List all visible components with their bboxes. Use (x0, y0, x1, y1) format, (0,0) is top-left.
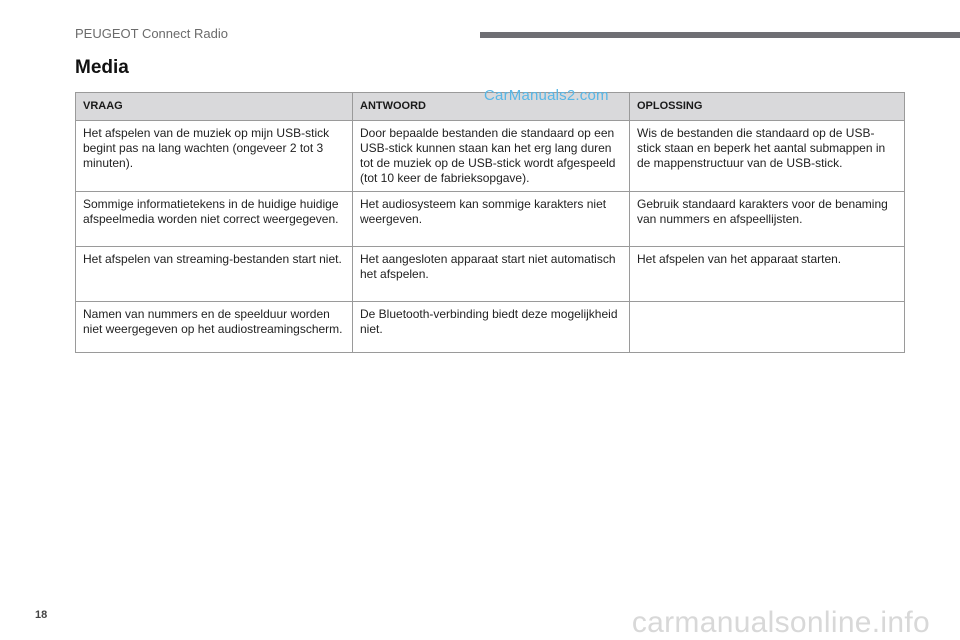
question-cell: Sommige informatietekens in de huidige huidige afspeelmedia worden niet correct weergegeven. (76, 192, 353, 247)
question-cell: Namen van nummers en de speelduur worden niet weergegeven op het audiostreamingscherm. (76, 302, 353, 353)
page-number: 18 (35, 609, 48, 621)
table-row (76, 247, 905, 302)
solution-cell (630, 302, 905, 353)
watermark-carmanuals2: CarManuals2.com (484, 87, 609, 104)
table-row (76, 302, 905, 353)
solution-cell: Het afspelen van het apparaat starten. (630, 247, 905, 302)
solution-cell: Wis de bestanden die standaard op de USB-stick staan en beperk het aantal submappen in de mappenstructuur van de USB-stick. (630, 121, 905, 192)
table-row (76, 121, 905, 192)
solution-cell: Gebruik standaard karakters voor de benaming van nummers en afspeellijsten. (630, 192, 905, 247)
document-header-title: PEUGEOT Connect Radio (75, 26, 228, 41)
question-cell: Het afspelen van streaming-bestanden start niet. (76, 247, 353, 302)
faq-table (75, 92, 905, 353)
header-accent-bar (480, 32, 960, 38)
column-header-answer: ANTWOORD (353, 93, 630, 121)
section-title: Media (75, 57, 129, 78)
answer-cell: De Bluetooth-verbinding biedt deze mogelijkheid niet. (353, 302, 630, 353)
question-cell: Het afspelen van de muziek op mijn USB-stick begint pas na lang wachten (ongeveer 2 tot 3 minuten). (76, 121, 353, 192)
column-header-question: VRAAG (76, 93, 353, 121)
answer-cell: Het audiosysteem kan sommige karakters niet weergeven. (353, 192, 630, 247)
table-row (76, 192, 905, 247)
answer-cell: Door bepaalde bestanden die standaard op een USB-stick kunnen staan kan het erg lang duren tot de muziek op de USB-stick wordt afgespeeld (tot 10 keer de fabrieksopgave). (353, 121, 630, 192)
watermark-carmanualsonline: carmanualsonline.info (631, 606, 930, 639)
answer-cell: Het aangesloten apparaat start niet automatisch het afspelen. (353, 247, 630, 302)
column-header-solution: OPLOSSING (630, 93, 905, 121)
